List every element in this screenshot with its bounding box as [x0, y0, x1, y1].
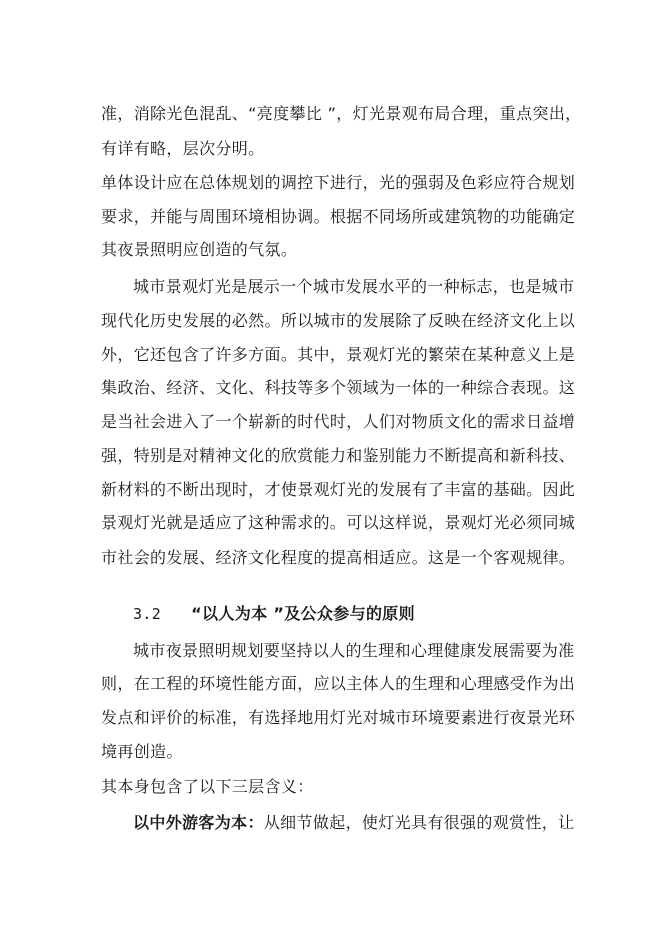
text-line — [133, 813, 574, 833]
text-line: 境再创造。 — [101, 742, 183, 761]
bold-lead: 以中外游客为本： — [133, 813, 264, 832]
section-number: 3.2 — [133, 605, 162, 623]
text-line: 城市夜景照明规划要坚持以人的生理和心理健康发展需要为准 — [133, 641, 575, 660]
text-line: 外，它还包含了许多方面。其中，景观灯光的繁荣在某种意义上是 — [101, 345, 576, 364]
text-line: 新材料的不断出现时，才使景观灯光的发展有了丰富的基础。因此 — [101, 480, 576, 499]
text-line: 则，在工程的环境性能方面，应以主体人的生理和心理感受作为出 — [101, 674, 576, 693]
section-heading — [133, 604, 415, 624]
text-line: 强，特别是对精神文化的欣赏能力和鉴别能力不断提高和新科技、 — [101, 446, 576, 465]
text-line: 有详有略，层次分明。 — [101, 139, 265, 158]
text-line: 现代化历史发展的必然。所以城市的发展除了反映在经济文化上以 — [101, 311, 576, 330]
text-line: 城市景观灯光是展示一个城市发展水平的一种标志，也是城市 — [133, 277, 575, 296]
text-line: 是当社会进入了一个崭新的时代时，人们对物质文化的需求日益增 — [101, 412, 576, 431]
text-line: 其本身包含了以下三层含义： — [101, 777, 314, 796]
text-line: 准，消除光色混乱、“亮度攀比 ”，灯光景观布局合理，重点突出， — [101, 104, 582, 123]
section-title: “以人为本 ”及公众参与的原则 — [191, 604, 416, 623]
text-line: 景观灯光就是适应了这种需求的。可以这样说，景观灯光必须同城 — [101, 513, 576, 532]
text-line: 要求，并能与周围环境相协调。根据不同场所或建筑物的功能确定 — [101, 207, 576, 226]
line-rest: 从细节做起，使灯光具有很强的观赏性，让 — [263, 813, 575, 832]
text-line: 市社会的发展、经济文化程度的提高相适应。这是一个客观规律。 — [101, 548, 576, 567]
text-line: 发点和评价的标准，有选择地用灯光对城市环境要素进行夜景光环 — [101, 708, 576, 727]
text-line: 其夜景照明应创造的气氛。 — [101, 240, 298, 259]
text-line: 单体设计应在总体规划的调控下进行，光的强弱及色彩应符合规划 — [101, 173, 576, 192]
text-line: 集政治、经济、文化、科技等多个领域为一体的一种综合表现。这 — [101, 378, 576, 397]
